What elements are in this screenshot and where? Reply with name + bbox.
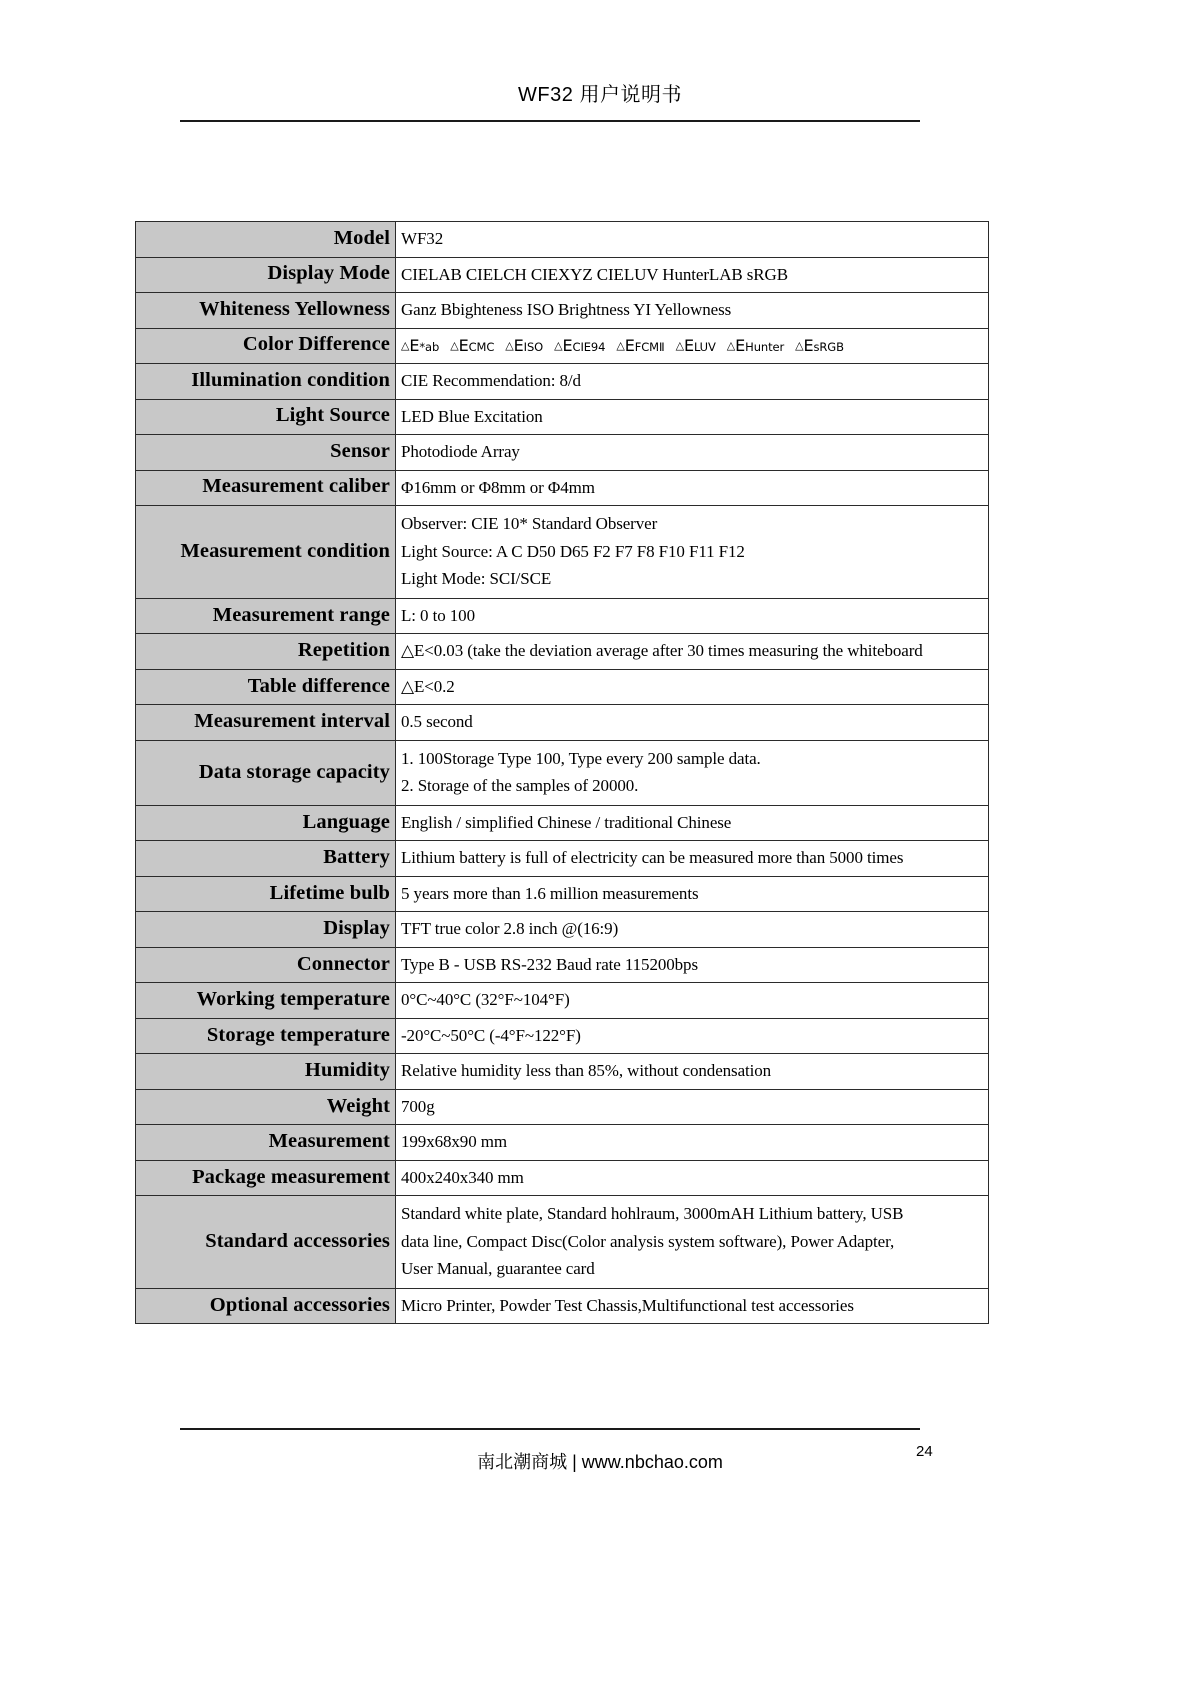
spec-key-cell: Color Difference bbox=[136, 328, 396, 364]
delta-e-formula: △ECMC bbox=[450, 335, 495, 355]
delta-e-formula: △EISO bbox=[505, 335, 544, 355]
spec-value-line: 2. Storage of the samples of 20000. bbox=[401, 776, 639, 796]
spec-key-cell: Lifetime bulb bbox=[136, 876, 396, 912]
spec-key-cell: Storage temperature bbox=[136, 1018, 396, 1054]
table-row bbox=[136, 470, 989, 506]
table-row bbox=[136, 328, 989, 364]
spec-value-cell bbox=[396, 1196, 989, 1289]
spec-key-cell: Working temperature bbox=[136, 983, 396, 1019]
table-row bbox=[136, 912, 989, 948]
spec-value-line: data line, Compact Disc(Color analysis system software), Power Adapter, bbox=[401, 1231, 895, 1251]
spec-key-cell: Illumination condition bbox=[136, 364, 396, 400]
table-row bbox=[136, 506, 989, 599]
spec-key-cell: Measurement caliber bbox=[136, 470, 396, 506]
spec-value-line: Standard white plate, Standard hohlraum, 3000mAH Lithium battery, USB bbox=[401, 1204, 904, 1224]
table-row bbox=[136, 805, 989, 841]
spec-key-cell: Display Mode bbox=[136, 257, 396, 293]
table-row bbox=[136, 841, 989, 877]
table-row bbox=[136, 634, 989, 670]
spec-key-cell: Measurement condition bbox=[136, 506, 396, 599]
spec-value-cell: -20°C~50°C (-4°F~122°F) bbox=[396, 1018, 989, 1054]
spec-value-cell: Lithium battery is full of electricity can be measured more than 5000 times bbox=[396, 841, 989, 877]
spec-key-cell: Optional accessories bbox=[136, 1288, 396, 1324]
spec-key-cell: Repetition bbox=[136, 634, 396, 670]
spec-key-cell: Measurement range bbox=[136, 598, 396, 634]
table-row bbox=[136, 1089, 989, 1125]
spec-value-cell: Relative humidity less than 85%, without condensation bbox=[396, 1054, 989, 1090]
table-row bbox=[136, 364, 989, 400]
spec-value-line: Light Mode: SCI/SCE bbox=[401, 569, 552, 589]
spec-key-cell: Data storage capacity bbox=[136, 740, 396, 805]
specification-table-body bbox=[136, 222, 989, 1324]
spec-value-line: Light Source: A C D50 D65 F2 F7 F8 F10 F11 F12 bbox=[401, 541, 745, 561]
spec-key-cell: Language bbox=[136, 805, 396, 841]
spec-key-cell: Standard accessories bbox=[136, 1196, 396, 1289]
spec-key-cell: Whiteness Yellowness bbox=[136, 293, 396, 329]
table-row bbox=[136, 705, 989, 741]
delta-e-formula: △EHunter bbox=[726, 335, 785, 355]
spec-value-cell: Photodiode Array bbox=[396, 435, 989, 471]
spec-value-cell bbox=[396, 740, 989, 805]
spec-value-cell: 0.5 second bbox=[396, 705, 989, 741]
spec-value-cell: Φ16mm or Φ8mm or Φ4mm bbox=[396, 470, 989, 506]
spec-value-cell: 700g bbox=[396, 1089, 989, 1125]
spec-value-cell bbox=[396, 506, 989, 599]
delta-e-formula: △EFCMⅡ bbox=[616, 335, 665, 355]
table-row bbox=[136, 598, 989, 634]
spec-value-cell: WF32 bbox=[396, 222, 989, 258]
spec-key-cell: Battery bbox=[136, 841, 396, 877]
footer-divider bbox=[180, 1428, 920, 1430]
spec-key-cell: Connector bbox=[136, 947, 396, 983]
spec-key-cell: Humidity bbox=[136, 1054, 396, 1090]
spec-key-cell: Measurement interval bbox=[136, 705, 396, 741]
spec-value-cell: CIELAB CIELCH CIEXYZ CIELUV HunterLAB sRGB bbox=[396, 257, 989, 293]
spec-value-cell: 199x68x90 mm bbox=[396, 1125, 989, 1161]
spec-value-line: User Manual, guarantee card bbox=[401, 1259, 595, 1279]
spec-key-cell: Measurement bbox=[136, 1125, 396, 1161]
table-row bbox=[136, 222, 989, 258]
spec-value-cell: Ganz Bbighteness ISO Brightness YI Yellowness bbox=[396, 293, 989, 329]
spec-value-cell bbox=[396, 328, 989, 364]
spec-key-cell: Table difference bbox=[136, 669, 396, 705]
spec-value-cell: CIE Recommendation: 8/d bbox=[396, 364, 989, 400]
table-row bbox=[136, 1160, 989, 1196]
spec-value-cell: TFT true color 2.8 inch @(16:9) bbox=[396, 912, 989, 948]
table-row bbox=[136, 876, 989, 912]
delta-e-formula: △ECIE94 bbox=[554, 335, 606, 355]
spec-value-line: 1. 100Storage Type 100, Type every 200 sample data. bbox=[401, 748, 761, 768]
spec-value-line: Observer: CIE 10* Standard Observer bbox=[401, 514, 658, 533]
table-row bbox=[136, 669, 989, 705]
spec-key-cell: Display bbox=[136, 912, 396, 948]
spec-value-cell: Micro Printer, Powder Test Chassis,Multifunctional test accessories bbox=[396, 1288, 989, 1324]
spec-value-cell: Type B - USB RS-232 Baud rate 115200bps bbox=[396, 947, 989, 983]
footer-page-number: 24 bbox=[916, 1443, 933, 1460]
table-row bbox=[136, 983, 989, 1019]
table-row bbox=[136, 1018, 989, 1054]
table-row bbox=[136, 1125, 989, 1161]
spec-value-cell: LED Blue Excitation bbox=[396, 399, 989, 435]
spec-key-cell: Sensor bbox=[136, 435, 396, 471]
delta-e-formula: △ELUV bbox=[675, 335, 716, 355]
spec-value-cell: 400x240x340 mm bbox=[396, 1160, 989, 1196]
table-row bbox=[136, 399, 989, 435]
table-row bbox=[136, 293, 989, 329]
spec-value-cell: English / simplified Chinese / traditional Chinese bbox=[396, 805, 989, 841]
table-row bbox=[136, 257, 989, 293]
page-header-title: WF32 用户说明书 bbox=[518, 84, 682, 106]
table-row bbox=[136, 947, 989, 983]
spec-value-cell: L: 0 to 100 bbox=[396, 598, 989, 634]
specification-table bbox=[135, 221, 989, 1324]
spec-key-cell: Model bbox=[136, 222, 396, 258]
spec-key-cell: Light Source bbox=[136, 399, 396, 435]
table-row bbox=[136, 435, 989, 471]
spec-value-cell: 5 years more than 1.6 million measurements bbox=[396, 876, 989, 912]
spec-key-cell: Package measurement bbox=[136, 1160, 396, 1196]
page-header bbox=[0, 78, 1200, 107]
delta-e-formula: △E*ab bbox=[401, 335, 440, 355]
spec-key-cell: Weight bbox=[136, 1089, 396, 1125]
delta-e-formula: △EsRGB bbox=[795, 335, 844, 355]
spec-value-cell: △E<0.2 bbox=[396, 669, 989, 705]
spec-value-cell: 0°C~40°C (32°F~104°F) bbox=[396, 983, 989, 1019]
table-row bbox=[136, 1196, 989, 1289]
table-row bbox=[136, 1288, 989, 1324]
table-row bbox=[136, 1054, 989, 1090]
table-row bbox=[136, 740, 989, 805]
header-divider bbox=[180, 120, 920, 122]
footer-site-text: 南北潮商城 | www.nbchao.com bbox=[477, 1452, 723, 1472]
spec-value-cell: △E<0.03 (take the deviation average after 30 times measuring the whiteboard bbox=[396, 634, 989, 670]
